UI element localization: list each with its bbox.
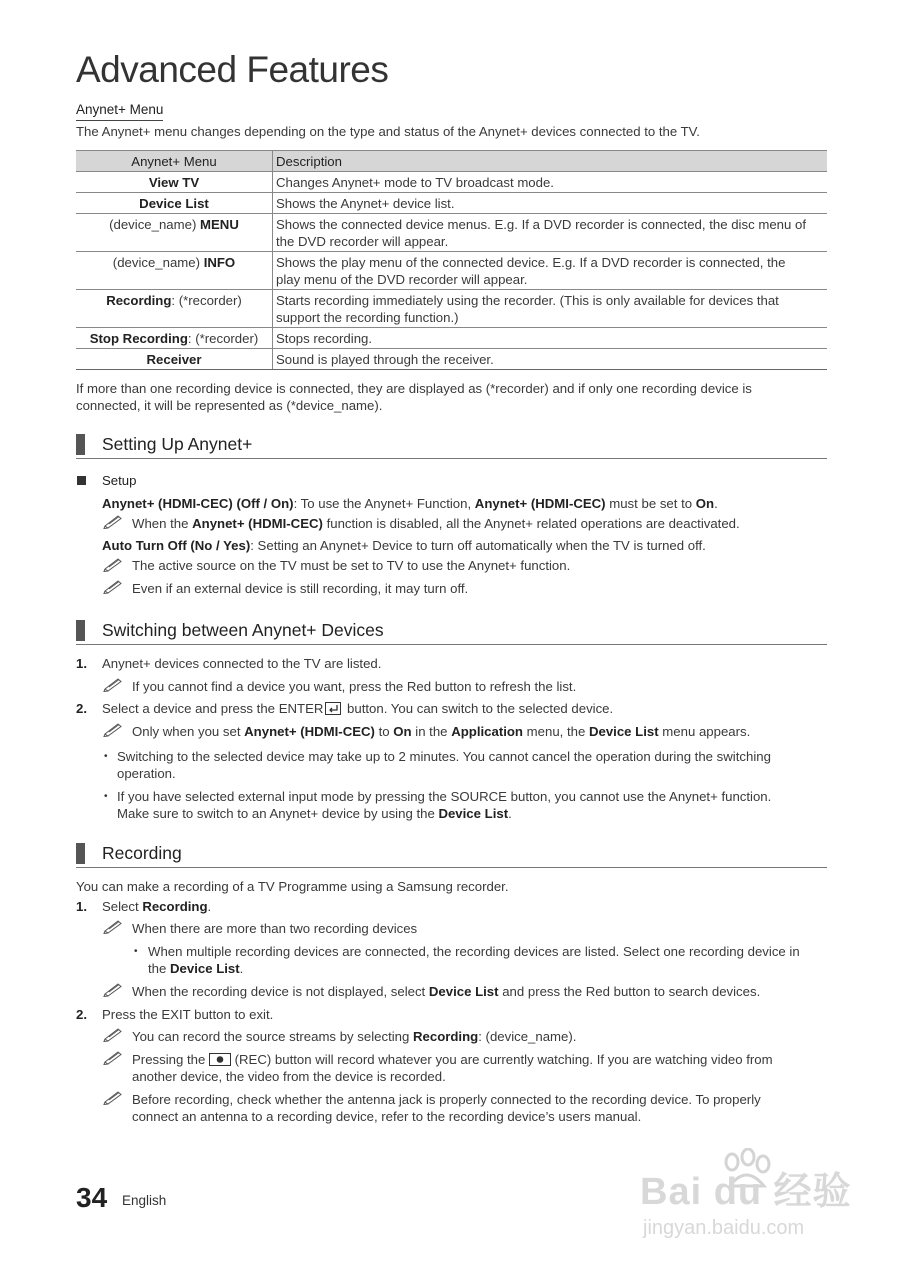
bullet-text: the Device List. (148, 961, 244, 976)
note-text: Even if an external device is still recording, it may turn off. (132, 581, 469, 596)
page-number: 34 (76, 1182, 108, 1213)
note-text: When the recording device is not displayed, select Device List and press the Red button to search devices. (132, 984, 761, 999)
note-pencil-icon (103, 676, 123, 692)
section-divider (76, 458, 827, 459)
table-header-description: Description (273, 151, 828, 172)
note-pencil-icon (103, 981, 123, 997)
menu-desc: Starts recording immediately using the recorder. (This is only available for devices that (276, 293, 779, 308)
table-row (76, 328, 827, 349)
bullet-dot-icon: • (134, 946, 138, 957)
bullet-text: operation. (117, 766, 176, 781)
table-note-line: If more than one recording device is connected, they are displayed as (*recorder) and if only one recording device is (76, 381, 752, 396)
note-text: You can record the source streams by selecting Recording: (device_name). (132, 1029, 577, 1044)
table-row (76, 214, 827, 252)
table-note-line: connected, it will be represented as (*device_name). (76, 398, 383, 413)
menu-desc: Shows the Anynet+ device list. (276, 196, 455, 211)
note-text: Only when you set Anynet+ (HDMI-CEC) to On in the Application menu, the Device List menu appears. (132, 724, 751, 739)
section-marker (76, 620, 85, 641)
note-pencil-icon (103, 1049, 123, 1065)
table-row (76, 252, 827, 290)
note-pencil-icon (103, 1089, 123, 1105)
menu-desc: support the recording function.) (276, 310, 459, 325)
step-text: Anynet+ devices connected to the TV are listed. (102, 656, 382, 671)
note-text: Before recording, check whether the antenna jack is properly connected to the recording device. To properly (132, 1092, 761, 1107)
menu-item: Stop Recording (89, 331, 188, 346)
note-pencil-icon (103, 721, 123, 737)
rec-button-icon (209, 1053, 231, 1066)
bullet-text: Make sure to switch to an Anynet+ device by using the Device List. (117, 806, 512, 821)
note-pencil-icon (103, 918, 123, 934)
menu-item: Receiver (146, 352, 202, 367)
menu-desc: Sound is played through the receiver. (276, 352, 494, 367)
step-number: 1. (76, 899, 87, 914)
menu-item: MENU (200, 217, 239, 232)
note-pencil-icon (103, 513, 123, 529)
setup-label: Setup (102, 473, 137, 488)
menu-item: Recording (106, 293, 172, 308)
note-text: When there are more than two recording devices (132, 921, 418, 936)
section-title-setup: Setting Up Anynet+ (102, 434, 253, 454)
step-number: 2. (76, 1007, 87, 1022)
intro-text: The Anynet+ menu changes depending on the type and status of the Anynet+ devices connected to the TV. (76, 124, 700, 139)
section-marker (76, 434, 85, 455)
menu-desc: Shows the connected device menus. E.g. If a DVD recorder is connected, the disc menu of (276, 217, 806, 232)
step-text: Select Recording. (102, 899, 212, 914)
menu-item: View TV (148, 175, 200, 190)
section-title-switching: Switching between Anynet+ Devices (102, 620, 384, 640)
anynet-menu-table (76, 150, 827, 370)
page-language: English (122, 1193, 167, 1208)
menu-item-suffix: : (*recorder) (171, 293, 242, 308)
step-text: Press the EXIT button to exit. (102, 1007, 274, 1022)
recording-intro: You can make a recording of a TV Programme using a Samsung recorder. (76, 879, 509, 894)
table-row (76, 172, 827, 193)
step-number: 2. (76, 701, 87, 716)
menu-desc: Stops recording. (276, 331, 373, 346)
section-divider (76, 644, 827, 645)
bullet-dot-icon: • (104, 751, 108, 762)
note-pencil-icon (103, 556, 123, 572)
section-title-recording: Recording (102, 843, 182, 863)
note-text: connect an antenna to a recording device, refer to the recording device’s users manual. (132, 1109, 642, 1124)
section-divider (76, 867, 827, 868)
note-pencil-icon (103, 1026, 123, 1042)
bullet-text: Switching to the selected device may take up to 2 minutes. You cannot cancel the operation during the switching (117, 749, 771, 764)
menu-heading: Anynet+ Menu (76, 101, 163, 121)
enter-key-icon (325, 702, 341, 715)
menu-item: Device List (139, 196, 209, 211)
note-text: another device, the video from the device is recorded. (132, 1069, 446, 1084)
bullet-text: When multiple recording devices are connected, the recording devices are listed. Select one recording device in (148, 944, 800, 959)
menu-item-prefix: (device_name) (112, 255, 204, 270)
menu-desc: play menu of the DVD recorder will appear. (276, 272, 528, 287)
menu-item-suffix: : (*recorder) (187, 331, 259, 346)
bullet-text: If you have selected external input mode by pressing the SOURCE button, you cannot use the Anynet+ function. (117, 789, 772, 804)
note-text: Pressing the (REC) button will record whatever you are currently watching. If you are watching video from (132, 1052, 773, 1067)
auto-turn-off-line: Auto Turn Off (No / Yes): Setting an Anynet+ Device to turn off automatically when the TV is turned off. (102, 538, 706, 553)
menu-desc: Changes Anynet+ mode to TV broadcast mode. (276, 175, 554, 190)
table-row (76, 193, 827, 214)
note-text: The active source on the TV must be set to TV to use the Anynet+ function. (132, 558, 571, 573)
step-number: 1. (76, 656, 87, 671)
menu-desc: Shows the play menu of the connected device. E.g. If a DVD recorder is connected, the (276, 255, 786, 270)
table-row (76, 290, 827, 328)
bullet-dot-icon: • (104, 791, 108, 802)
watermark-brand: Bai du 经验 (640, 1171, 852, 1213)
note-pencil-icon (103, 578, 123, 594)
step-text: Select a device and press the ENTER button. You can switch to the selected device. (102, 701, 614, 716)
hdmi-cec-line: Anynet+ (HDMI-CEC) (Off / On): To use the Anynet+ Function, Anynet+ (HDMI-CEC) must be set to On. (102, 496, 718, 511)
page-title: Advanced Features (76, 49, 389, 90)
note-text: When the Anynet+ (HDMI-CEC) function is disabled, all the Anynet+ related operations are deactivated. (132, 516, 740, 531)
menu-item: INFO (203, 255, 236, 270)
square-bullet-icon (77, 476, 86, 485)
watermark-url: jingyan.baidu.com (643, 1217, 805, 1239)
table-header-menu: Anynet+ Menu (76, 151, 273, 172)
menu-desc: the DVD recorder will appear. (276, 234, 449, 249)
note-text: If you cannot find a device you want, press the Red button to refresh the list. (132, 679, 577, 694)
section-marker (76, 843, 85, 864)
menu-item-prefix: (device_name) (109, 217, 201, 232)
table-row (76, 349, 827, 370)
